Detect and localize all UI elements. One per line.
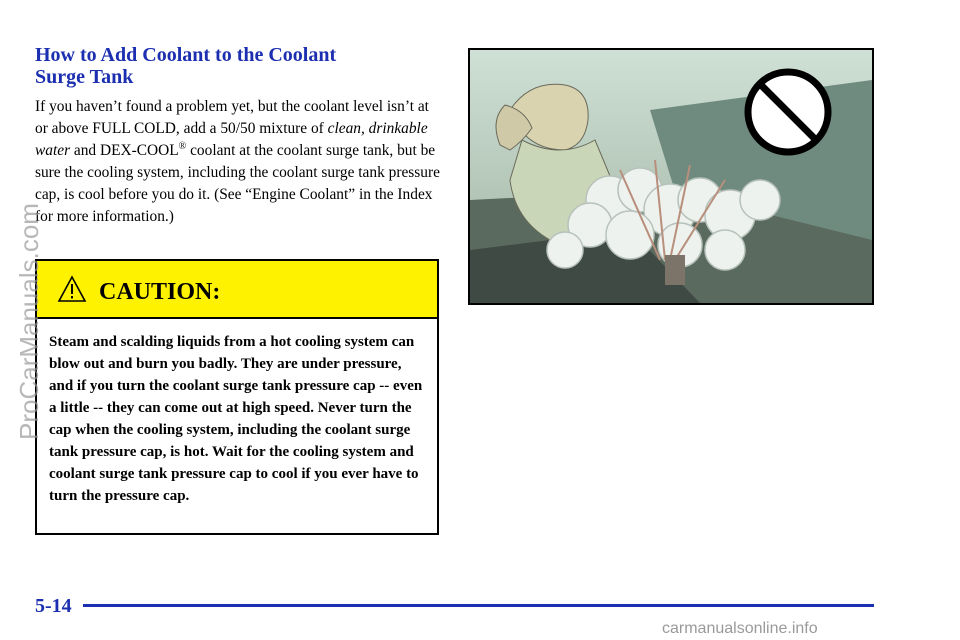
intro-text-1: If you haven’t found a problem yet, but the coolant level isn’t at or above FULL COLD, add a 50/50 mixture of — [35, 98, 429, 137]
prohibition-sign-icon — [748, 72, 828, 152]
intro-italic: clean, drinkable water — [35, 120, 428, 159]
heading-line-2: Surge Tank — [35, 66, 134, 88]
page-number: 5-14 — [35, 595, 72, 617]
footer-rule — [83, 604, 874, 607]
side-watermark: ProCarManuals.com — [14, 203, 44, 440]
steam-burn-drawing — [470, 50, 872, 303]
steam-illustration — [468, 48, 874, 305]
warning-triangle-icon — [57, 275, 87, 303]
caution-title: CAUTION: — [99, 279, 221, 305]
heading-line-1: How to Add Coolant to the Coolant — [35, 44, 337, 66]
caution-text: Steam and scalding liquids from a hot cooling system can blow out and burn you badly. They are under pressure, and if you turn the coolant surge tank pressure cap -- even a little -- they can come out at high speed. Never turn the cap when the cooling system, including the coolant surge tank pressure cap, is hot. Wait for the cooling system and coolant surge tank pressure cap to cool if you ever have to turn the pressure cap. — [49, 334, 423, 504]
intro-paragraph — [35, 96, 443, 228]
intro-text-3: coolant at the coolant surge tank, but be sure the cooling system, including the coolant surge tank pressure cap, is cool before you do it. (See “Engine Coolant” in the Index for more information.) — [35, 142, 440, 225]
registered-mark: ® — [178, 140, 187, 152]
footer-watermark: carmanualsonline.info — [662, 620, 818, 637]
intro-text-2: and DEX-COOL — [70, 142, 179, 159]
caution-header — [37, 261, 437, 319]
caution-box — [35, 259, 439, 535]
section-heading — [35, 44, 435, 88]
